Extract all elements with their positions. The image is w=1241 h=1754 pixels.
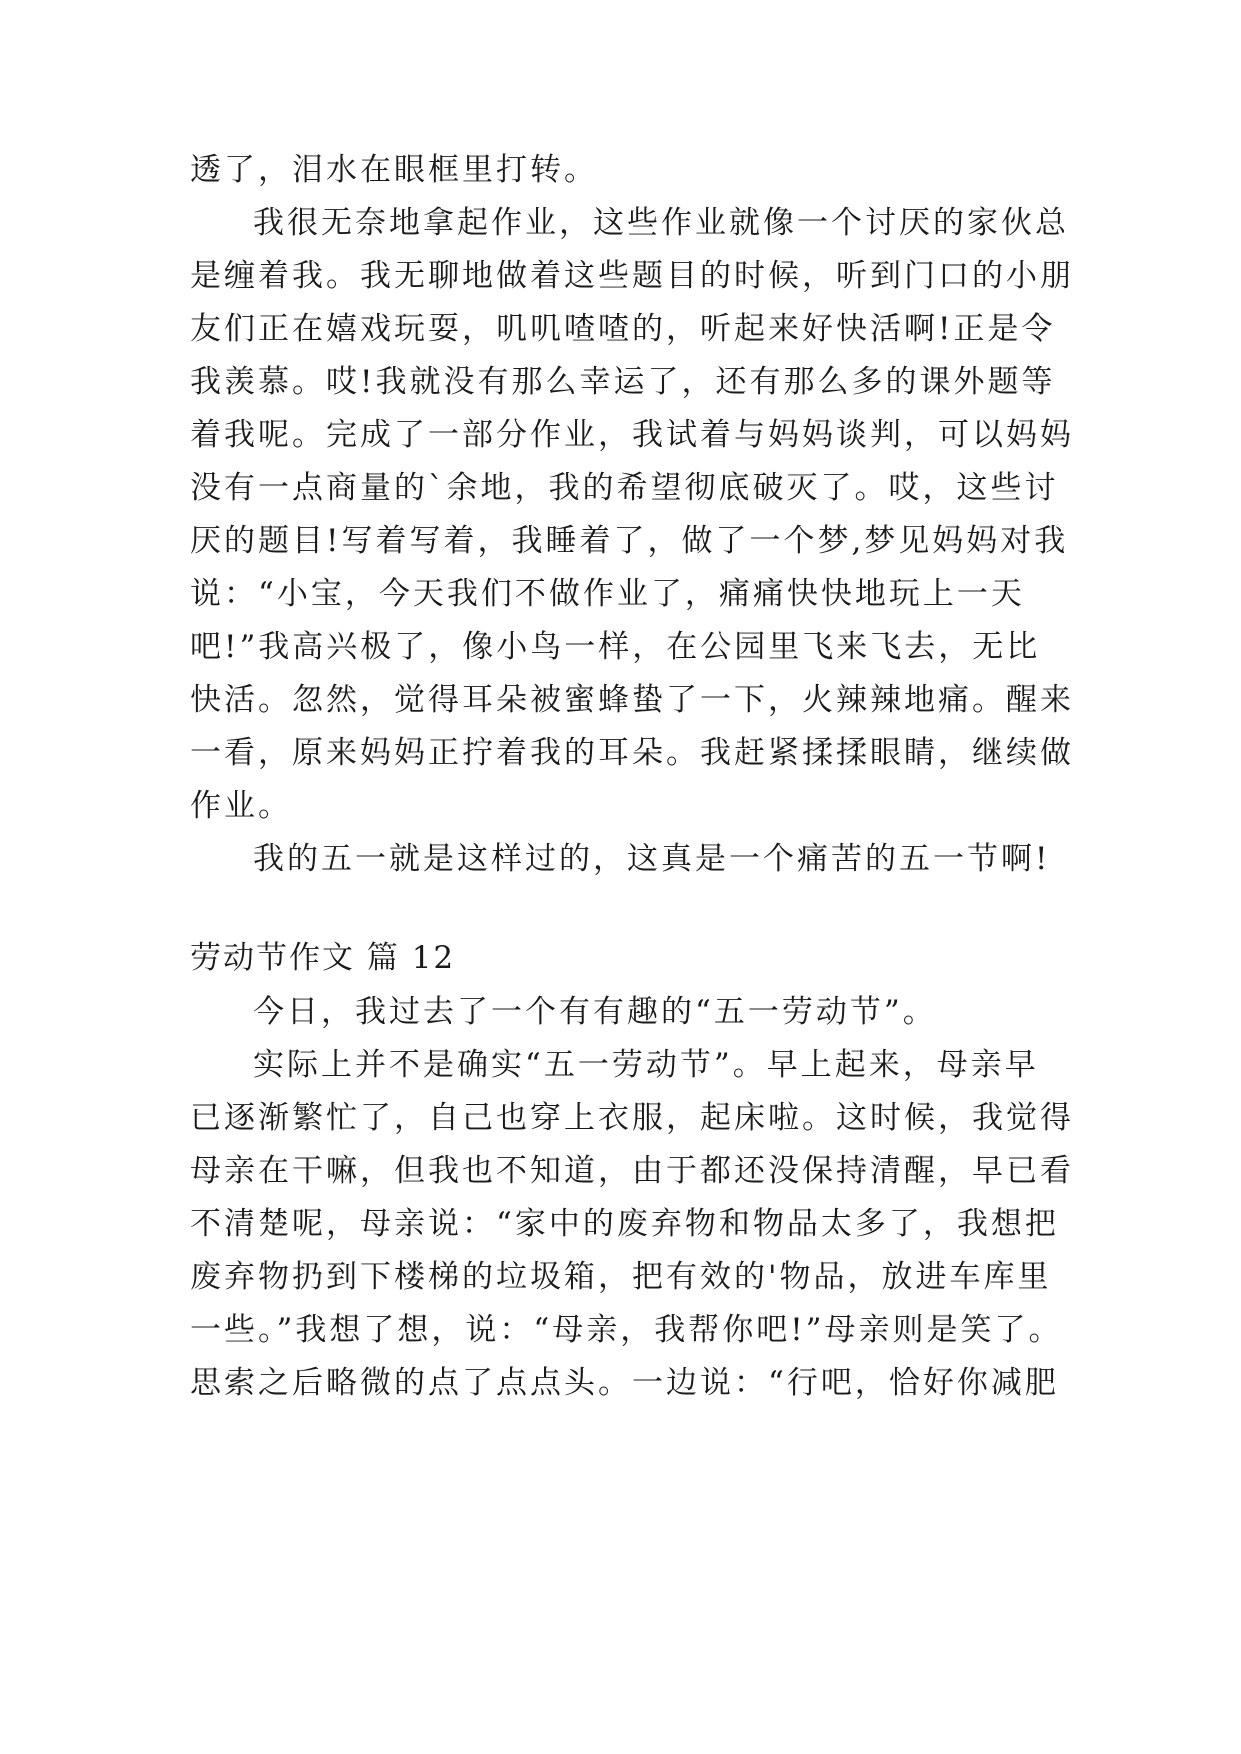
- text-line: 母亲在干嘛，但我也不知道，由于都还没保持清醒，早已看: [190, 1153, 1074, 1189]
- text-line: 是缠着我。我无聊地做着这些题目的时候，听到门口的小朋: [190, 258, 1074, 294]
- text-line: 我羡慕。哎!我就没有那么幸运了，还有那么多的课外题等: [190, 364, 1056, 400]
- text-line: 一些。”我想了想，说：“母亲，我帮你吧!”母亲则是笑了。: [190, 1312, 1063, 1348]
- paragraph-start: 今日，我过去了一个有有趣的“五一劳动节”。: [253, 994, 937, 1030]
- paragraph-start: 我很无奈地拿起作业，这些作业就像一个讨厌的家伙总: [253, 205, 1069, 241]
- text-line: 快活。忽然，觉得耳朵被蜜蜂蛰了一下，火辣辣地痛。醒来: [190, 682, 1074, 718]
- paragraph-start: 我的五一就是这样过的，这真是一个痛苦的五一节啊!: [253, 841, 1051, 877]
- text-line: 一看，原来妈妈正拧着我的耳朵。我赶紧揉揉眼睛，继续做: [190, 735, 1074, 771]
- text-line: 说：“小宝，今天我们不做作业了，痛痛快快地玩上一天: [190, 576, 1025, 612]
- text-line: 透了，泪水在眼框里打转。: [190, 152, 598, 188]
- text-line: 着我呢。完成了一部分作业，我试着与妈妈谈判，可以妈妈: [190, 417, 1074, 453]
- text-line: 废弃物扔到下楼梯的垃圾箱，把有效的'物品，放进车库里: [190, 1259, 1052, 1295]
- text-line: 已逐渐繁忙了，自己也穿上衣服，起床啦。这时候，我觉得: [190, 1100, 1074, 1136]
- text-line: 没有一点商量的`余地，我的希望彻底破灭了。哎，这些讨: [190, 470, 1059, 506]
- text-line: 不清楚呢，母亲说：“家中的废弃物和物品太多了，我想把: [190, 1206, 1059, 1242]
- text-line: 吧!”我高兴极了，像小鸟一样，在公园里飞来飞去，无比: [190, 629, 1041, 665]
- text-line: 思索之后略微的点了点点头。一边说：“行吧，恰好你减肥: [190, 1365, 1059, 1401]
- text-line: 作业。: [190, 788, 292, 824]
- text-line: 厌的题目!写着写着，我睡着了，做了一个梦,梦见妈妈对我: [190, 523, 1069, 559]
- section-heading: 劳动节作文 篇 12: [190, 940, 456, 976]
- text-line: 友们正在嬉戏玩耍，叽叽喳喳的，听起来好快活啊!正是令: [190, 311, 1056, 347]
- paragraph-start: 实际上并不是确实“五一劳动节”。早上起来，母亲早: [253, 1047, 1039, 1083]
